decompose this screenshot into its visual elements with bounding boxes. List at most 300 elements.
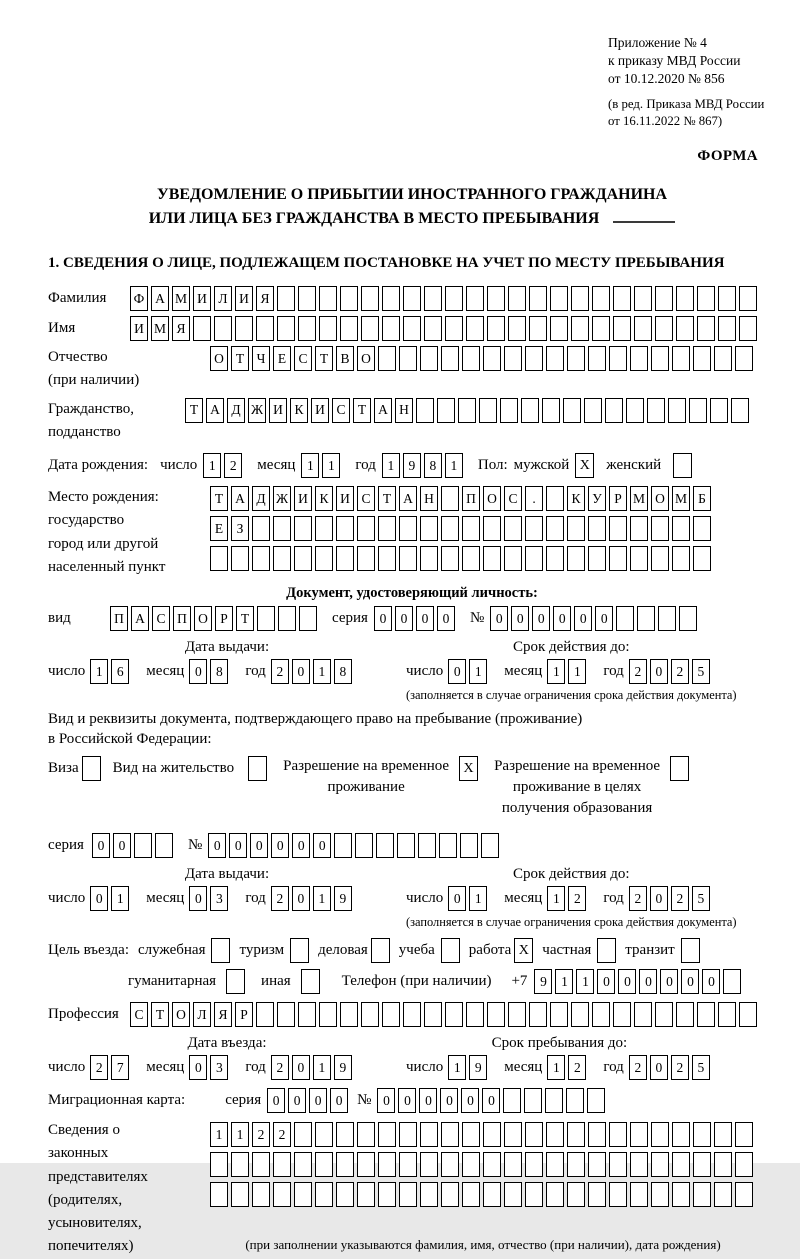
char-cell[interactable] xyxy=(651,546,669,571)
char-cell[interactable] xyxy=(588,346,606,371)
char-cell[interactable] xyxy=(508,286,526,311)
char-cell[interactable] xyxy=(403,286,421,311)
char-cell[interactable] xyxy=(399,1182,417,1207)
char-cell[interactable] xyxy=(441,486,459,511)
char-cell[interactable] xyxy=(336,1122,354,1147)
char-cell[interactable] xyxy=(587,1088,605,1113)
char-cell[interactable] xyxy=(420,1182,438,1207)
char-cell[interactable] xyxy=(273,546,291,571)
char-cell[interactable] xyxy=(697,1002,715,1027)
char-cell[interactable] xyxy=(630,516,648,541)
char-cell[interactable] xyxy=(378,1152,396,1177)
char-cell[interactable] xyxy=(210,1182,228,1207)
char-cell[interactable] xyxy=(441,1152,459,1177)
char-cell[interactable]: 1 xyxy=(313,659,331,684)
char-cell[interactable]: 0 xyxy=(618,969,636,994)
char-cell[interactable] xyxy=(735,346,753,371)
char-cell[interactable] xyxy=(630,346,648,371)
char-cell[interactable] xyxy=(651,1152,669,1177)
char-cell[interactable] xyxy=(399,516,417,541)
char-cell[interactable]: И xyxy=(336,486,354,511)
char-cell[interactable] xyxy=(718,316,736,341)
char-cell[interactable] xyxy=(609,346,627,371)
char-cell[interactable]: 2 xyxy=(90,1055,108,1080)
char-cell[interactable] xyxy=(567,1182,585,1207)
purpose-study-checkbox[interactable] xyxy=(441,938,460,963)
char-cell[interactable]: С xyxy=(332,398,350,423)
char-cell[interactable] xyxy=(445,1002,463,1027)
char-cell[interactable] xyxy=(357,1122,375,1147)
char-cell[interactable] xyxy=(315,1182,333,1207)
char-cell[interactable]: 1 xyxy=(210,1122,228,1147)
char-cell[interactable] xyxy=(655,316,673,341)
char-cell[interactable] xyxy=(571,1002,589,1027)
char-cell[interactable] xyxy=(340,286,358,311)
purpose-transit-checkbox[interactable] xyxy=(681,938,700,963)
char-cell[interactable]: 1 xyxy=(555,969,573,994)
char-cell[interactable]: Ч xyxy=(252,346,270,371)
char-cell[interactable]: 1 xyxy=(90,659,108,684)
char-cell[interactable]: М xyxy=(630,486,648,511)
char-cell[interactable] xyxy=(134,833,152,858)
char-cell[interactable] xyxy=(214,316,232,341)
char-cell[interactable] xyxy=(336,1182,354,1207)
char-cell[interactable] xyxy=(357,1152,375,1177)
char-cell[interactable] xyxy=(336,516,354,541)
char-cell[interactable] xyxy=(252,546,270,571)
char-cell[interactable]: 0 xyxy=(271,833,289,858)
char-cell[interactable] xyxy=(298,286,316,311)
char-cell[interactable]: М xyxy=(672,486,690,511)
char-cell[interactable]: 0 xyxy=(292,833,310,858)
char-cell[interactable]: 7 xyxy=(111,1055,129,1080)
char-cell[interactable] xyxy=(340,316,358,341)
char-cell[interactable] xyxy=(563,398,581,423)
char-cell[interactable] xyxy=(634,286,652,311)
char-cell[interactable]: 0 xyxy=(448,659,466,684)
char-cell[interactable]: 8 xyxy=(210,659,228,684)
char-cell[interactable] xyxy=(651,346,669,371)
char-cell[interactable] xyxy=(693,1152,711,1177)
char-cell[interactable] xyxy=(278,606,296,631)
char-cell[interactable] xyxy=(668,398,686,423)
char-cell[interactable] xyxy=(723,969,741,994)
char-cell[interactable]: О xyxy=(194,606,212,631)
char-cell[interactable] xyxy=(210,546,228,571)
char-cell[interactable] xyxy=(613,286,631,311)
char-cell[interactable]: 3 xyxy=(210,886,228,911)
char-cell[interactable] xyxy=(315,516,333,541)
char-cell[interactable] xyxy=(567,346,585,371)
char-cell[interactable]: 9 xyxy=(469,1055,487,1080)
char-cell[interactable]: 3 xyxy=(210,1055,228,1080)
char-cell[interactable]: 8 xyxy=(334,659,352,684)
char-cell[interactable]: С xyxy=(152,606,170,631)
char-cell[interactable]: 5 xyxy=(692,886,710,911)
char-cell[interactable] xyxy=(714,346,732,371)
char-cell[interactable] xyxy=(193,316,211,341)
char-cell[interactable] xyxy=(567,516,585,541)
char-cell[interactable] xyxy=(483,1122,501,1147)
char-cell[interactable]: К xyxy=(567,486,585,511)
char-cell[interactable] xyxy=(298,1002,316,1027)
char-cell[interactable] xyxy=(626,398,644,423)
char-cell[interactable] xyxy=(542,398,560,423)
char-cell[interactable]: Ж xyxy=(248,398,266,423)
char-cell[interactable] xyxy=(273,1152,291,1177)
char-cell[interactable] xyxy=(718,1002,736,1027)
char-cell[interactable] xyxy=(630,546,648,571)
char-cell[interactable] xyxy=(257,606,275,631)
char-cell[interactable] xyxy=(294,516,312,541)
char-cell[interactable] xyxy=(256,316,274,341)
char-cell[interactable]: П xyxy=(462,486,480,511)
char-cell[interactable] xyxy=(231,1182,249,1207)
char-cell[interactable] xyxy=(588,516,606,541)
char-cell[interactable] xyxy=(630,1122,648,1147)
char-cell[interactable]: И xyxy=(269,398,287,423)
char-cell[interactable]: 8 xyxy=(424,453,442,478)
char-cell[interactable]: Б xyxy=(693,486,711,511)
char-cell[interactable]: Р xyxy=(609,486,627,511)
char-cell[interactable] xyxy=(441,516,459,541)
char-cell[interactable] xyxy=(466,1002,484,1027)
char-cell[interactable]: Р xyxy=(215,606,233,631)
char-cell[interactable]: Д xyxy=(252,486,270,511)
temp-residence-edu-checkbox[interactable] xyxy=(670,756,689,781)
char-cell[interactable]: 1 xyxy=(547,886,565,911)
char-cell[interactable] xyxy=(739,1002,757,1027)
char-cell[interactable]: Ж xyxy=(273,486,291,511)
residence-permit-checkbox[interactable] xyxy=(248,756,267,781)
char-cell[interactable]: 0 xyxy=(189,886,207,911)
char-cell[interactable]: 5 xyxy=(692,659,710,684)
char-cell[interactable]: О xyxy=(210,346,228,371)
char-cell[interactable] xyxy=(735,1182,753,1207)
char-cell[interactable]: 2 xyxy=(629,1055,647,1080)
char-cell[interactable] xyxy=(609,1122,627,1147)
char-cell[interactable] xyxy=(336,1152,354,1177)
char-cell[interactable]: 0 xyxy=(440,1088,458,1113)
char-cell[interactable]: Н xyxy=(420,486,438,511)
char-cell[interactable] xyxy=(361,316,379,341)
purpose-commercial-checkbox[interactable] xyxy=(371,938,390,963)
char-cell[interactable] xyxy=(613,1002,631,1027)
char-cell[interactable] xyxy=(315,546,333,571)
char-cell[interactable] xyxy=(399,1122,417,1147)
char-cell[interactable] xyxy=(500,398,518,423)
char-cell[interactable] xyxy=(210,1152,228,1177)
char-cell[interactable] xyxy=(277,316,295,341)
char-cell[interactable] xyxy=(504,546,522,571)
char-cell[interactable] xyxy=(319,286,337,311)
char-cell[interactable] xyxy=(298,316,316,341)
char-cell[interactable] xyxy=(693,346,711,371)
char-cell[interactable]: А xyxy=(231,486,249,511)
char-cell[interactable] xyxy=(546,1122,564,1147)
char-cell[interactable] xyxy=(357,1182,375,1207)
char-cell[interactable]: 0 xyxy=(597,969,615,994)
char-cell[interactable]: 0 xyxy=(595,606,613,631)
char-cell[interactable]: М xyxy=(151,316,169,341)
char-cell[interactable] xyxy=(546,346,564,371)
char-cell[interactable] xyxy=(592,316,610,341)
char-cell[interactable]: 6 xyxy=(111,659,129,684)
char-cell[interactable]: 2 xyxy=(671,886,689,911)
char-cell[interactable] xyxy=(231,1152,249,1177)
char-cell[interactable]: 2 xyxy=(568,886,586,911)
char-cell[interactable]: О xyxy=(357,346,375,371)
char-cell[interactable]: 1 xyxy=(203,453,221,478)
char-cell[interactable]: Т xyxy=(378,486,396,511)
char-cell[interactable] xyxy=(546,1182,564,1207)
char-cell[interactable]: 2 xyxy=(224,453,242,478)
char-cell[interactable]: Т xyxy=(151,1002,169,1027)
char-cell[interactable]: 0 xyxy=(650,1055,668,1080)
char-cell[interactable]: 0 xyxy=(292,886,310,911)
char-cell[interactable]: Е xyxy=(273,346,291,371)
char-cell[interactable] xyxy=(693,546,711,571)
char-cell[interactable]: А xyxy=(374,398,392,423)
char-cell[interactable] xyxy=(479,398,497,423)
char-cell[interactable] xyxy=(655,286,673,311)
char-cell[interactable]: 2 xyxy=(671,1055,689,1080)
char-cell[interactable] xyxy=(462,546,480,571)
char-cell[interactable] xyxy=(609,516,627,541)
char-cell[interactable]: 2 xyxy=(271,659,289,684)
char-cell[interactable]: 0 xyxy=(313,833,331,858)
char-cell[interactable] xyxy=(378,1122,396,1147)
char-cell[interactable] xyxy=(397,833,415,858)
char-cell[interactable]: 1 xyxy=(469,659,487,684)
char-cell[interactable] xyxy=(357,546,375,571)
char-cell[interactable]: Ф xyxy=(130,286,148,311)
char-cell[interactable]: 0 xyxy=(267,1088,285,1113)
char-cell[interactable] xyxy=(689,398,707,423)
char-cell[interactable] xyxy=(525,1152,543,1177)
char-cell[interactable] xyxy=(525,546,543,571)
char-cell[interactable]: 2 xyxy=(252,1122,270,1147)
char-cell[interactable] xyxy=(458,398,476,423)
char-cell[interactable]: 0 xyxy=(461,1088,479,1113)
char-cell[interactable] xyxy=(340,1002,358,1027)
char-cell[interactable] xyxy=(651,516,669,541)
char-cell[interactable]: 0 xyxy=(377,1088,395,1113)
char-cell[interactable] xyxy=(567,546,585,571)
char-cell[interactable]: 0 xyxy=(330,1088,348,1113)
char-cell[interactable]: Т xyxy=(231,346,249,371)
char-cell[interactable]: 1 xyxy=(445,453,463,478)
char-cell[interactable] xyxy=(294,1152,312,1177)
char-cell[interactable] xyxy=(256,1002,274,1027)
char-cell[interactable]: Л xyxy=(214,286,232,311)
char-cell[interactable]: 0 xyxy=(650,659,668,684)
purpose-tourism-checkbox[interactable] xyxy=(290,938,309,963)
char-cell[interactable] xyxy=(524,1088,542,1113)
char-cell[interactable] xyxy=(462,516,480,541)
char-cell[interactable] xyxy=(445,316,463,341)
purpose-other-checkbox[interactable] xyxy=(301,969,320,994)
char-cell[interactable] xyxy=(294,1122,312,1147)
char-cell[interactable] xyxy=(504,1122,522,1147)
char-cell[interactable]: 1 xyxy=(469,886,487,911)
char-cell[interactable]: И xyxy=(294,486,312,511)
char-cell[interactable] xyxy=(437,398,455,423)
char-cell[interactable]: 0 xyxy=(416,606,434,631)
char-cell[interactable] xyxy=(273,516,291,541)
char-cell[interactable]: 9 xyxy=(334,886,352,911)
char-cell[interactable] xyxy=(424,286,442,311)
char-cell[interactable]: А xyxy=(131,606,149,631)
char-cell[interactable] xyxy=(546,1152,564,1177)
char-cell[interactable] xyxy=(676,1002,694,1027)
char-cell[interactable] xyxy=(504,346,522,371)
char-cell[interactable]: 0 xyxy=(553,606,571,631)
char-cell[interactable]: 0 xyxy=(490,606,508,631)
char-cell[interactable] xyxy=(658,606,676,631)
char-cell[interactable] xyxy=(487,1002,505,1027)
char-cell[interactable]: Я xyxy=(172,316,190,341)
char-cell[interactable]: 1 xyxy=(322,453,340,478)
char-cell[interactable] xyxy=(299,606,317,631)
char-cell[interactable]: В xyxy=(336,346,354,371)
char-cell[interactable] xyxy=(508,1002,526,1027)
char-cell[interactable]: 0 xyxy=(448,886,466,911)
char-cell[interactable]: 0 xyxy=(229,833,247,858)
char-cell[interactable] xyxy=(462,1152,480,1177)
char-cell[interactable] xyxy=(420,346,438,371)
char-cell[interactable] xyxy=(357,516,375,541)
char-cell[interactable]: С xyxy=(294,346,312,371)
char-cell[interactable] xyxy=(277,1002,295,1027)
char-cell[interactable] xyxy=(441,546,459,571)
char-cell[interactable] xyxy=(571,316,589,341)
char-cell[interactable]: Я xyxy=(256,286,274,311)
char-cell[interactable]: И xyxy=(311,398,329,423)
char-cell[interactable] xyxy=(462,1122,480,1147)
char-cell[interactable]: 5 xyxy=(692,1055,710,1080)
char-cell[interactable]: С xyxy=(357,486,375,511)
char-cell[interactable] xyxy=(588,1152,606,1177)
char-cell[interactable]: Я xyxy=(214,1002,232,1027)
char-cell[interactable] xyxy=(273,1182,291,1207)
char-cell[interactable]: 2 xyxy=(629,886,647,911)
char-cell[interactable] xyxy=(382,286,400,311)
char-cell[interactable]: 0 xyxy=(681,969,699,994)
char-cell[interactable] xyxy=(672,546,690,571)
char-cell[interactable] xyxy=(566,1088,584,1113)
char-cell[interactable] xyxy=(651,1122,669,1147)
char-cell[interactable] xyxy=(441,1182,459,1207)
char-cell[interactable] xyxy=(399,1152,417,1177)
char-cell[interactable] xyxy=(693,1122,711,1147)
char-cell[interactable]: О xyxy=(651,486,669,511)
char-cell[interactable] xyxy=(382,316,400,341)
char-cell[interactable] xyxy=(529,1002,547,1027)
char-cell[interactable] xyxy=(424,1002,442,1027)
char-cell[interactable] xyxy=(460,833,478,858)
char-cell[interactable] xyxy=(630,1152,648,1177)
char-cell[interactable]: 1 xyxy=(547,659,565,684)
char-cell[interactable]: 0 xyxy=(250,833,268,858)
char-cell[interactable]: О xyxy=(172,1002,190,1027)
char-cell[interactable]: 2 xyxy=(271,1055,289,1080)
char-cell[interactable] xyxy=(462,1182,480,1207)
char-cell[interactable] xyxy=(252,1182,270,1207)
char-cell[interactable] xyxy=(634,1002,652,1027)
char-cell[interactable]: 1 xyxy=(547,1055,565,1080)
char-cell[interactable] xyxy=(483,1182,501,1207)
char-cell[interactable] xyxy=(441,1122,459,1147)
char-cell[interactable] xyxy=(525,1122,543,1147)
char-cell[interactable]: Н xyxy=(395,398,413,423)
char-cell[interactable]: 0 xyxy=(702,969,720,994)
char-cell[interactable] xyxy=(420,516,438,541)
char-cell[interactable]: Е xyxy=(210,516,228,541)
char-cell[interactable] xyxy=(378,346,396,371)
char-cell[interactable] xyxy=(336,546,354,571)
char-cell[interactable]: С xyxy=(130,1002,148,1027)
char-cell[interactable]: 0 xyxy=(419,1088,437,1113)
char-cell[interactable]: 0 xyxy=(574,606,592,631)
char-cell[interactable] xyxy=(609,1152,627,1177)
char-cell[interactable]: 0 xyxy=(482,1088,500,1113)
char-cell[interactable] xyxy=(571,286,589,311)
char-cell[interactable]: К xyxy=(315,486,333,511)
char-cell[interactable]: 0 xyxy=(511,606,529,631)
char-cell[interactable] xyxy=(483,516,501,541)
char-cell[interactable] xyxy=(605,398,623,423)
char-cell[interactable] xyxy=(378,516,396,541)
char-cell[interactable] xyxy=(718,286,736,311)
char-cell[interactable] xyxy=(550,316,568,341)
char-cell[interactable] xyxy=(655,1002,673,1027)
char-cell[interactable]: К xyxy=(290,398,308,423)
temp-residence-checkbox[interactable]: X xyxy=(459,756,478,781)
char-cell[interactable] xyxy=(376,833,394,858)
char-cell[interactable]: Т xyxy=(185,398,203,423)
char-cell[interactable]: Л xyxy=(193,1002,211,1027)
char-cell[interactable] xyxy=(483,346,501,371)
char-cell[interactable] xyxy=(319,316,337,341)
char-cell[interactable]: 9 xyxy=(334,1055,352,1080)
char-cell[interactable] xyxy=(361,1002,379,1027)
char-cell[interactable]: И xyxy=(235,286,253,311)
purpose-private-checkbox[interactable] xyxy=(597,938,616,963)
char-cell[interactable] xyxy=(439,833,457,858)
sex-male-checkbox[interactable]: X xyxy=(575,453,594,478)
char-cell[interactable] xyxy=(651,1182,669,1207)
char-cell[interactable]: 1 xyxy=(301,453,319,478)
char-cell[interactable] xyxy=(672,516,690,541)
char-cell[interactable]: 0 xyxy=(113,833,131,858)
char-cell[interactable]: 2 xyxy=(273,1122,291,1147)
char-cell[interactable] xyxy=(525,516,543,541)
char-cell[interactable] xyxy=(445,286,463,311)
char-cell[interactable] xyxy=(334,833,352,858)
char-cell[interactable]: 2 xyxy=(271,886,289,911)
char-cell[interactable]: 1 xyxy=(313,886,331,911)
char-cell[interactable] xyxy=(504,1152,522,1177)
char-cell[interactable] xyxy=(508,316,526,341)
char-cell[interactable]: З xyxy=(231,516,249,541)
char-cell[interactable] xyxy=(418,833,436,858)
char-cell[interactable]: А xyxy=(206,398,224,423)
char-cell[interactable] xyxy=(294,1182,312,1207)
char-cell[interactable] xyxy=(637,606,655,631)
char-cell[interactable] xyxy=(315,1122,333,1147)
purpose-work-checkbox[interactable]: X xyxy=(514,938,533,963)
